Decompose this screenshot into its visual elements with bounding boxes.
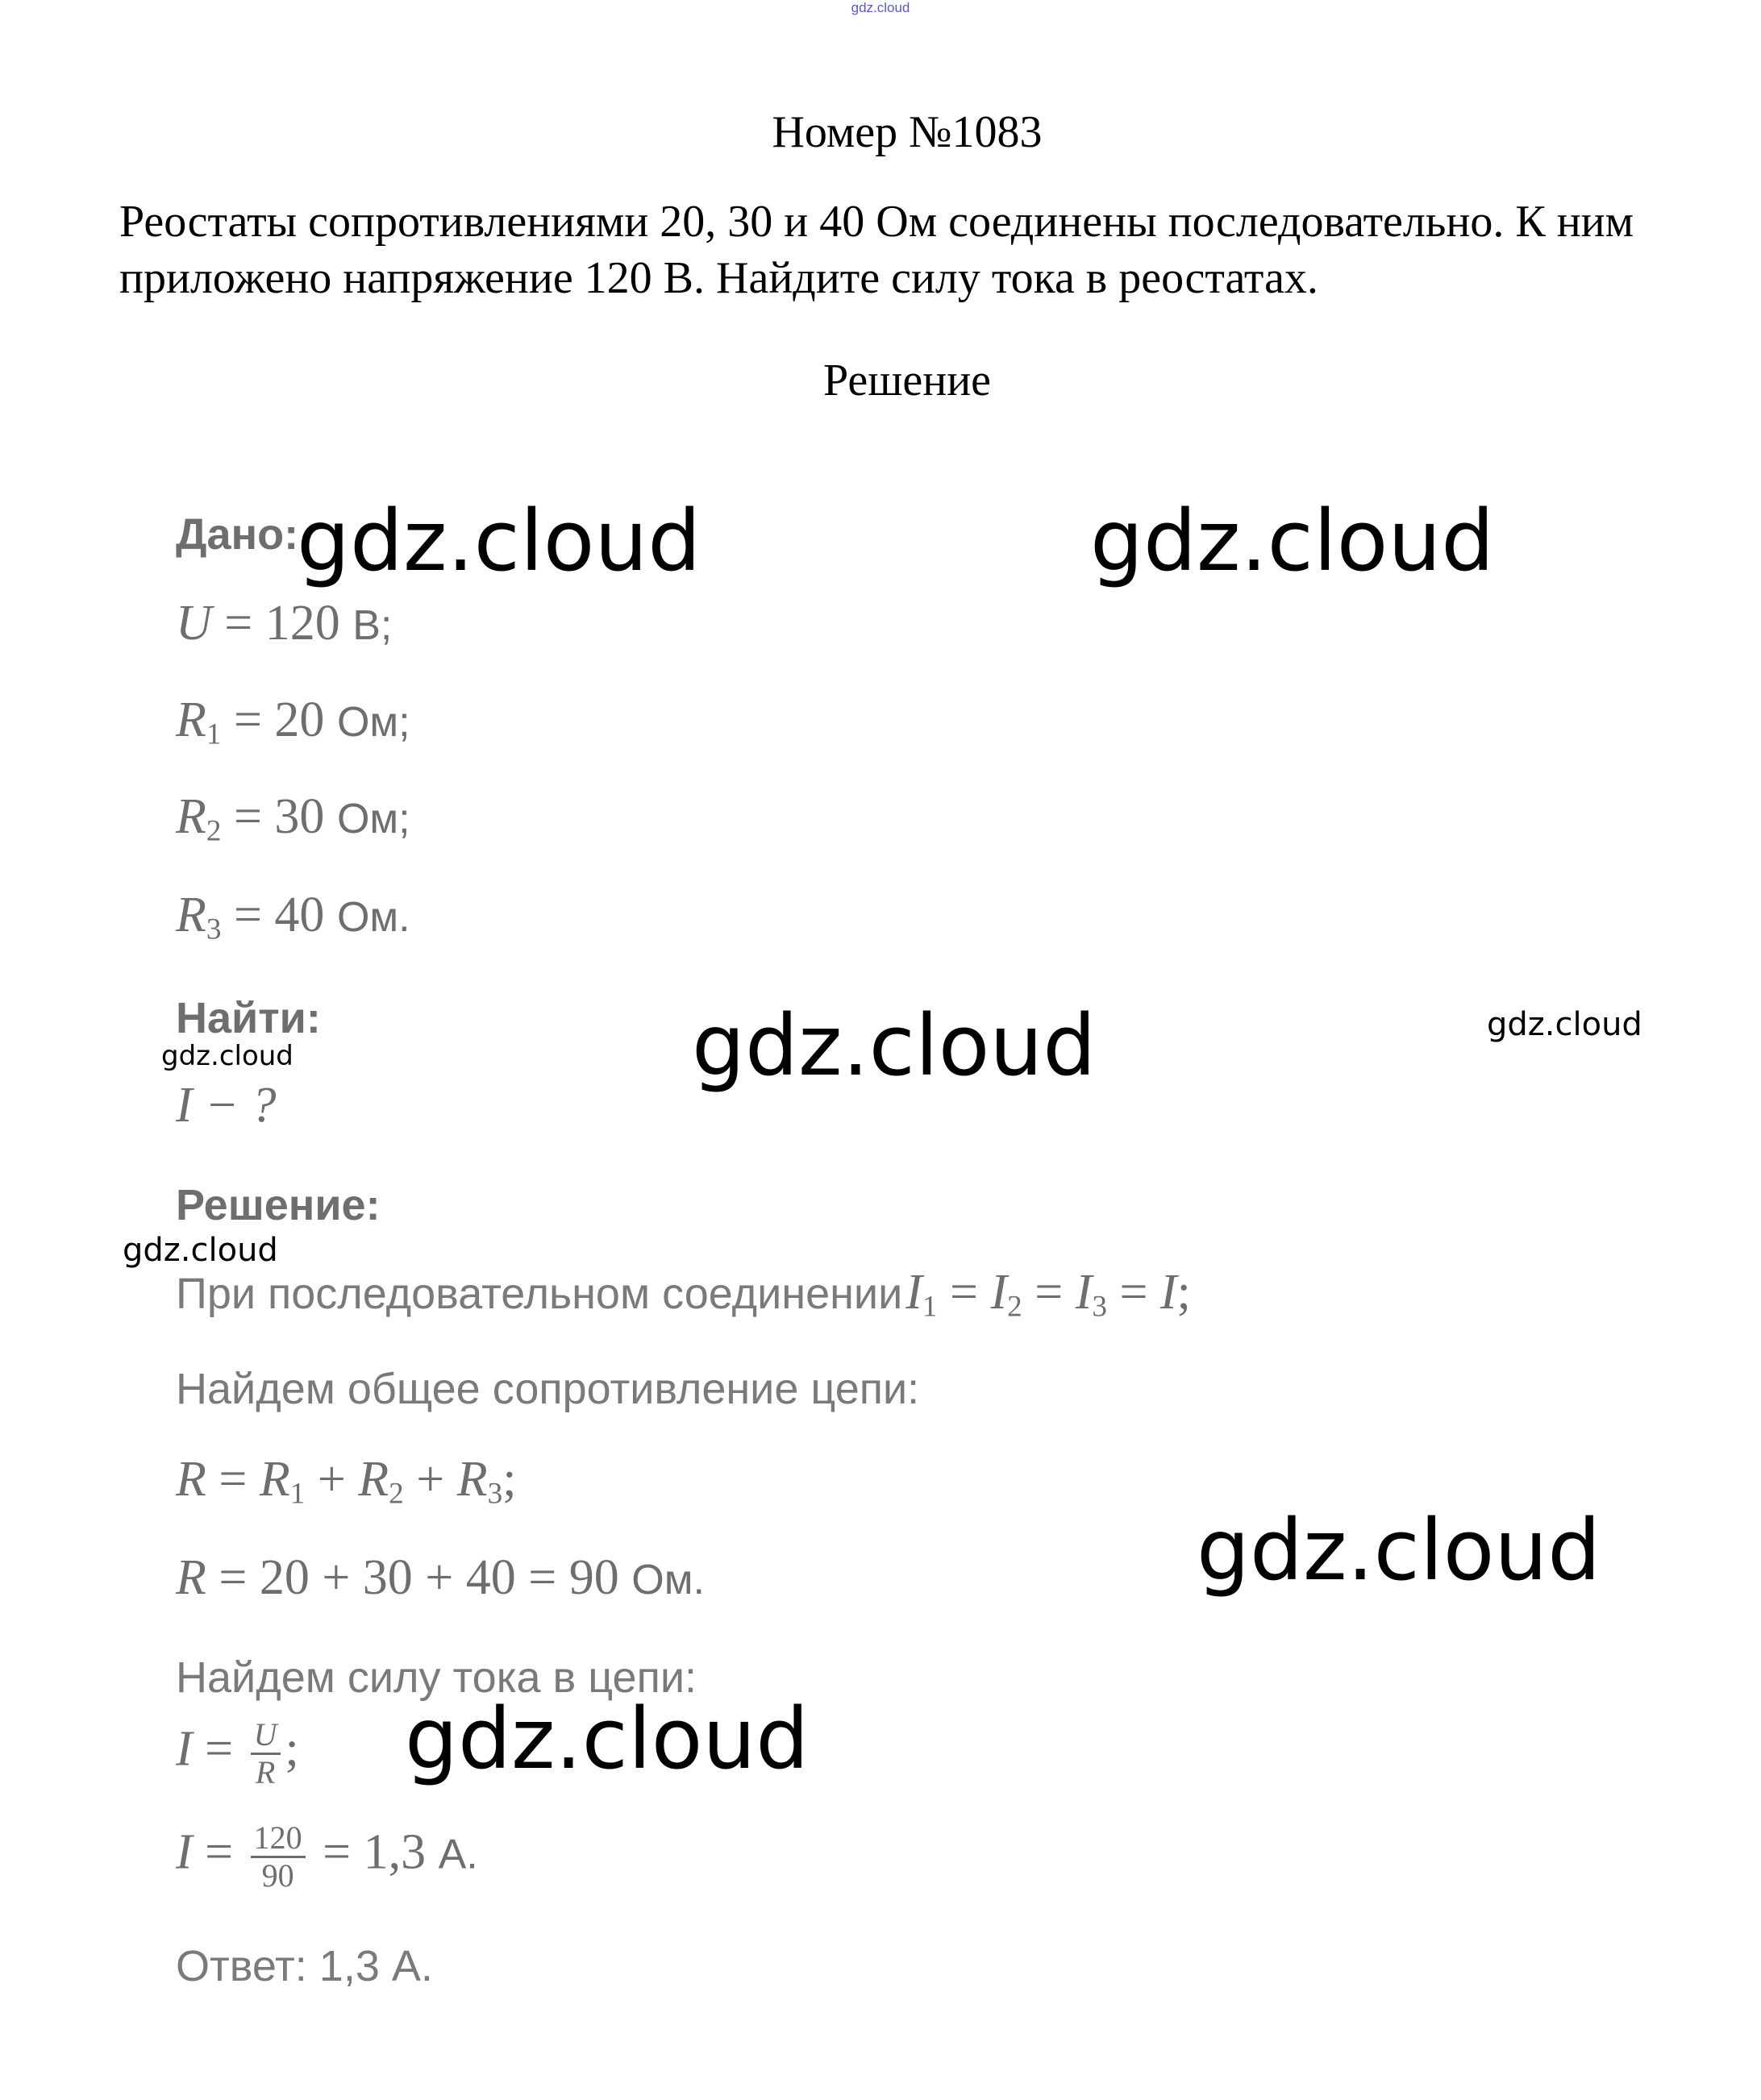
given-voltage: U = 120 В; [176, 596, 393, 651]
watermark: gdz.cloud [1090, 492, 1495, 590]
resistance-text: Найдем общее сопротивление цепи: [176, 1365, 920, 1413]
series-line: При последовательном соединении $I_1 = I_2 = I_3 = I$; [176, 1265, 1191, 1324]
find-label: Найти: [176, 994, 321, 1042]
resistance-formula: $R = R_1 + R_2 + R_3$; [176, 1452, 517, 1511]
watermark: gdz.cloud [692, 996, 1097, 1095]
given-r3: $R_3 = 40$ Ом. [176, 888, 410, 946]
given-r2: $R_2 = 30$ Ом; [176, 789, 410, 848]
solution-label: Решение: [176, 1181, 381, 1229]
current-text: Найдем силу тока в цепи: [176, 1653, 697, 1702]
given-label: Дано: [176, 510, 299, 559]
find-item: I − ? [176, 1078, 277, 1133]
solution-heading: Решение [822, 356, 992, 405]
problem-text: Реостаты сопротивлениями 20, 30 и 40 Ом соединены последовательно. К ним приложено напряжение 120 В. Найдите силу тока в реостатах. [119, 197, 1634, 303]
answer: Ответ: 1,3 А. [176, 1942, 433, 1990]
top-watermark: gdz.cloud [851, 0, 910, 15]
resistance-calc: R = 20 + 30 + 40 = 90 Ом. [176, 1550, 705, 1605]
current-calc: I = $\frac{120}{90}$ = 1,3 А. [176, 1819, 478, 1894]
watermark: gdz.cloud [1487, 1006, 1642, 1043]
current-formula: I = $\frac{U}{R}$ ; [176, 1716, 299, 1790]
page-title: Номер №1083 [772, 107, 1043, 157]
watermark: gdz.cloud [405, 1690, 810, 1788]
watermark: gdz.cloud [297, 492, 701, 590]
watermark: gdz.cloud [123, 1232, 278, 1269]
given-r1: $R_1 = 20$ Ом; [176, 692, 410, 751]
watermark: gdz.cloud [161, 1040, 294, 1072]
watermark: gdz.cloud [1197, 1501, 1601, 1599]
